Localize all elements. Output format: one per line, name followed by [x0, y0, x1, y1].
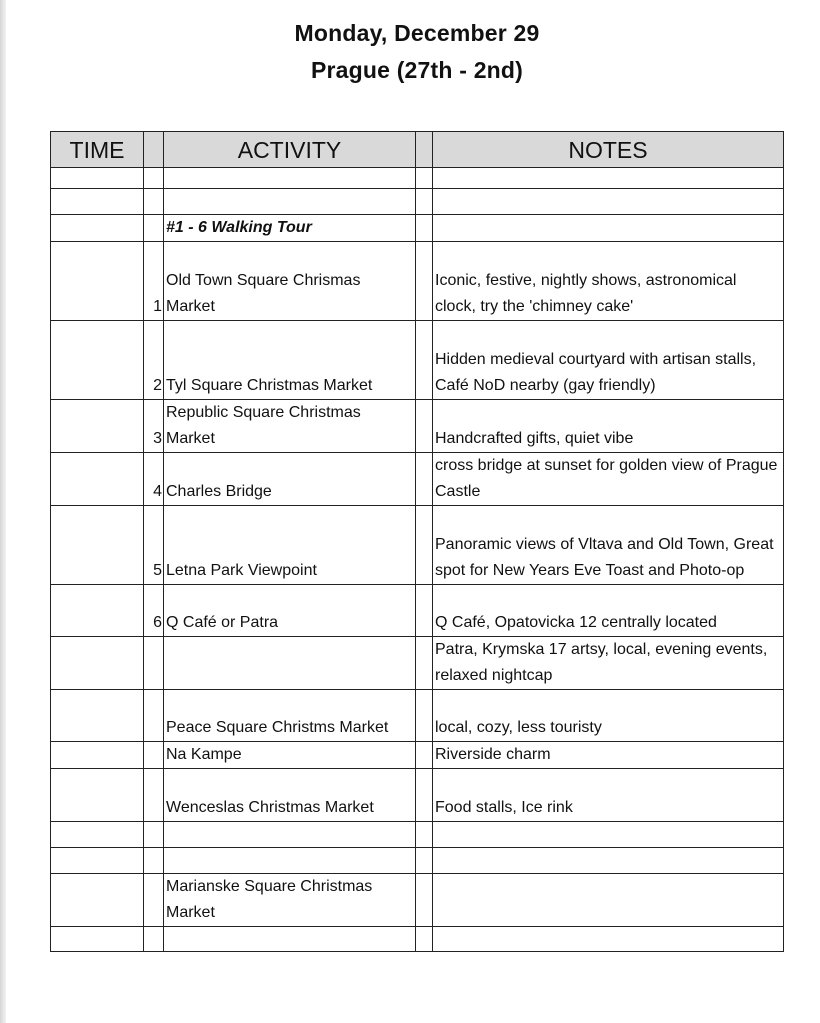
activity-cell: Peace Square Christms Market — [164, 690, 416, 742]
table-row — [51, 400, 784, 453]
item-number-cell — [144, 874, 164, 927]
spacer-cell — [416, 690, 433, 742]
activity-cell: Marianske Square Christmas Market — [164, 874, 416, 927]
notes-cell: Food stalls, Ice rink — [433, 769, 784, 822]
table-row — [51, 168, 784, 189]
time-cell — [51, 742, 144, 769]
table-row — [51, 769, 784, 822]
time-cell — [51, 400, 144, 453]
activity-cell: Republic Square Christmas Market — [164, 400, 416, 453]
item-number-cell — [144, 822, 164, 848]
item-number-cell — [144, 215, 164, 242]
spacer-cell — [416, 769, 433, 822]
time-cell — [51, 506, 144, 585]
activity-cell: Q Café or Patra — [164, 585, 416, 637]
spacer-cell — [416, 168, 433, 189]
activity-cell: #1 - 6 Walking Tour — [164, 215, 416, 242]
activity-cell: Charles Bridge — [164, 453, 416, 506]
activity-cell — [164, 189, 416, 215]
time-cell — [51, 215, 144, 242]
notes-cell — [433, 215, 784, 242]
item-number-cell: 2 — [144, 321, 164, 400]
table-row — [51, 242, 784, 321]
table-row — [51, 927, 784, 952]
table-row — [51, 690, 784, 742]
time-cell — [51, 585, 144, 637]
spacer-cell — [416, 506, 433, 585]
item-number-cell — [144, 769, 164, 822]
page-subtitle: Prague (27th - 2nd) — [310, 57, 524, 83]
time-cell — [51, 321, 144, 400]
spacer-cell — [416, 637, 433, 690]
item-number-cell: 4 — [144, 453, 164, 506]
activity-cell — [164, 168, 416, 189]
activity-cell — [164, 637, 416, 690]
table-row — [51, 742, 784, 769]
activity-cell — [164, 848, 416, 874]
time-cell — [51, 822, 144, 848]
notes-cell — [433, 874, 784, 927]
spacer-cell — [416, 242, 433, 321]
table-row — [51, 189, 784, 215]
item-number-cell: 5 — [144, 506, 164, 585]
spacer-cell — [416, 215, 433, 242]
activity-cell: Tyl Square Christmas Market — [164, 321, 416, 400]
item-number-cell: 1 — [144, 242, 164, 321]
activity-cell: Wenceslas Christmas Market — [164, 769, 416, 822]
table-row — [51, 585, 784, 637]
table-row — [51, 215, 784, 242]
notes-cell: Handcrafted gifts, quiet vibe — [433, 400, 784, 453]
table-row — [51, 637, 784, 690]
item-number-cell — [144, 637, 164, 690]
notes-cell: local, cozy, less touristy — [433, 690, 784, 742]
activity-cell — [164, 822, 416, 848]
notes-cell — [433, 189, 784, 215]
notes-cell: Q Café, Opatovicka 12 centrally located — [433, 585, 784, 637]
item-number-cell — [144, 690, 164, 742]
spacer-cell — [416, 189, 433, 215]
spacer-cell — [416, 585, 433, 637]
table-row — [51, 874, 784, 927]
column-header-spacer — [416, 132, 433, 168]
spacer-cell — [416, 874, 433, 927]
notes-cell: Iconic, festive, nightly shows, astronomical clock, try the 'chimney cake' — [433, 242, 784, 321]
time-cell — [51, 927, 144, 952]
item-number-cell: 3 — [144, 400, 164, 453]
activity-cell: Old Town Square Chrismas Market — [164, 242, 416, 321]
activity-cell — [164, 927, 416, 952]
item-number-cell — [144, 168, 164, 189]
table-row — [51, 506, 784, 585]
notes-cell: Hidden medieval courtyard with artisan stalls, Café NoD nearby (gay friendly) — [433, 321, 784, 400]
item-number-cell: 6 — [144, 585, 164, 637]
spacer-cell — [416, 453, 433, 506]
notes-cell: cross bridge at sunset for golden view of Prague Castle — [433, 453, 784, 506]
time-cell — [51, 637, 144, 690]
notes-cell: Panoramic views of Vltava and Old Town, Great spot for New Years Eve Toast and Photo-op — [433, 506, 784, 585]
column-header-notes: NOTES — [433, 132, 784, 168]
notes-cell — [433, 168, 784, 189]
time-cell — [51, 242, 144, 321]
spacer-cell — [416, 400, 433, 453]
notes-cell: Patra, Krymska 17 artsy, local, evening events, relaxed nightcap — [433, 637, 784, 690]
spacer-cell — [416, 742, 433, 769]
time-cell — [51, 848, 144, 874]
spacer-cell — [416, 822, 433, 848]
page-title: Monday, December 29 — [294, 20, 540, 46]
notes-cell — [433, 848, 784, 874]
spacer-cell — [416, 848, 433, 874]
column-header-activity: ACTIVITY — [164, 132, 416, 168]
time-cell — [51, 168, 144, 189]
item-number-cell — [144, 189, 164, 215]
page-edge-shadow — [0, 0, 6, 1023]
itinerary-table — [50, 131, 784, 952]
spacer-cell — [416, 321, 433, 400]
column-header-time: TIME — [51, 132, 144, 168]
time-cell — [51, 874, 144, 927]
time-cell — [51, 189, 144, 215]
spacer-cell — [416, 927, 433, 952]
notes-cell: Riverside charm — [433, 742, 784, 769]
table-row — [51, 848, 784, 874]
time-cell — [51, 453, 144, 506]
item-number-cell — [144, 848, 164, 874]
table-row — [51, 453, 784, 506]
time-cell — [51, 690, 144, 742]
item-number-cell — [144, 927, 164, 952]
item-number-cell — [144, 742, 164, 769]
time-cell — [51, 769, 144, 822]
activity-cell: Letna Park Viewpoint — [164, 506, 416, 585]
activity-cell: Na Kampe — [164, 742, 416, 769]
notes-cell — [433, 822, 784, 848]
table-row — [51, 321, 784, 400]
column-header-number — [144, 132, 164, 168]
notes-cell — [433, 927, 784, 952]
table-header-row — [51, 132, 784, 168]
table-row — [51, 822, 784, 848]
